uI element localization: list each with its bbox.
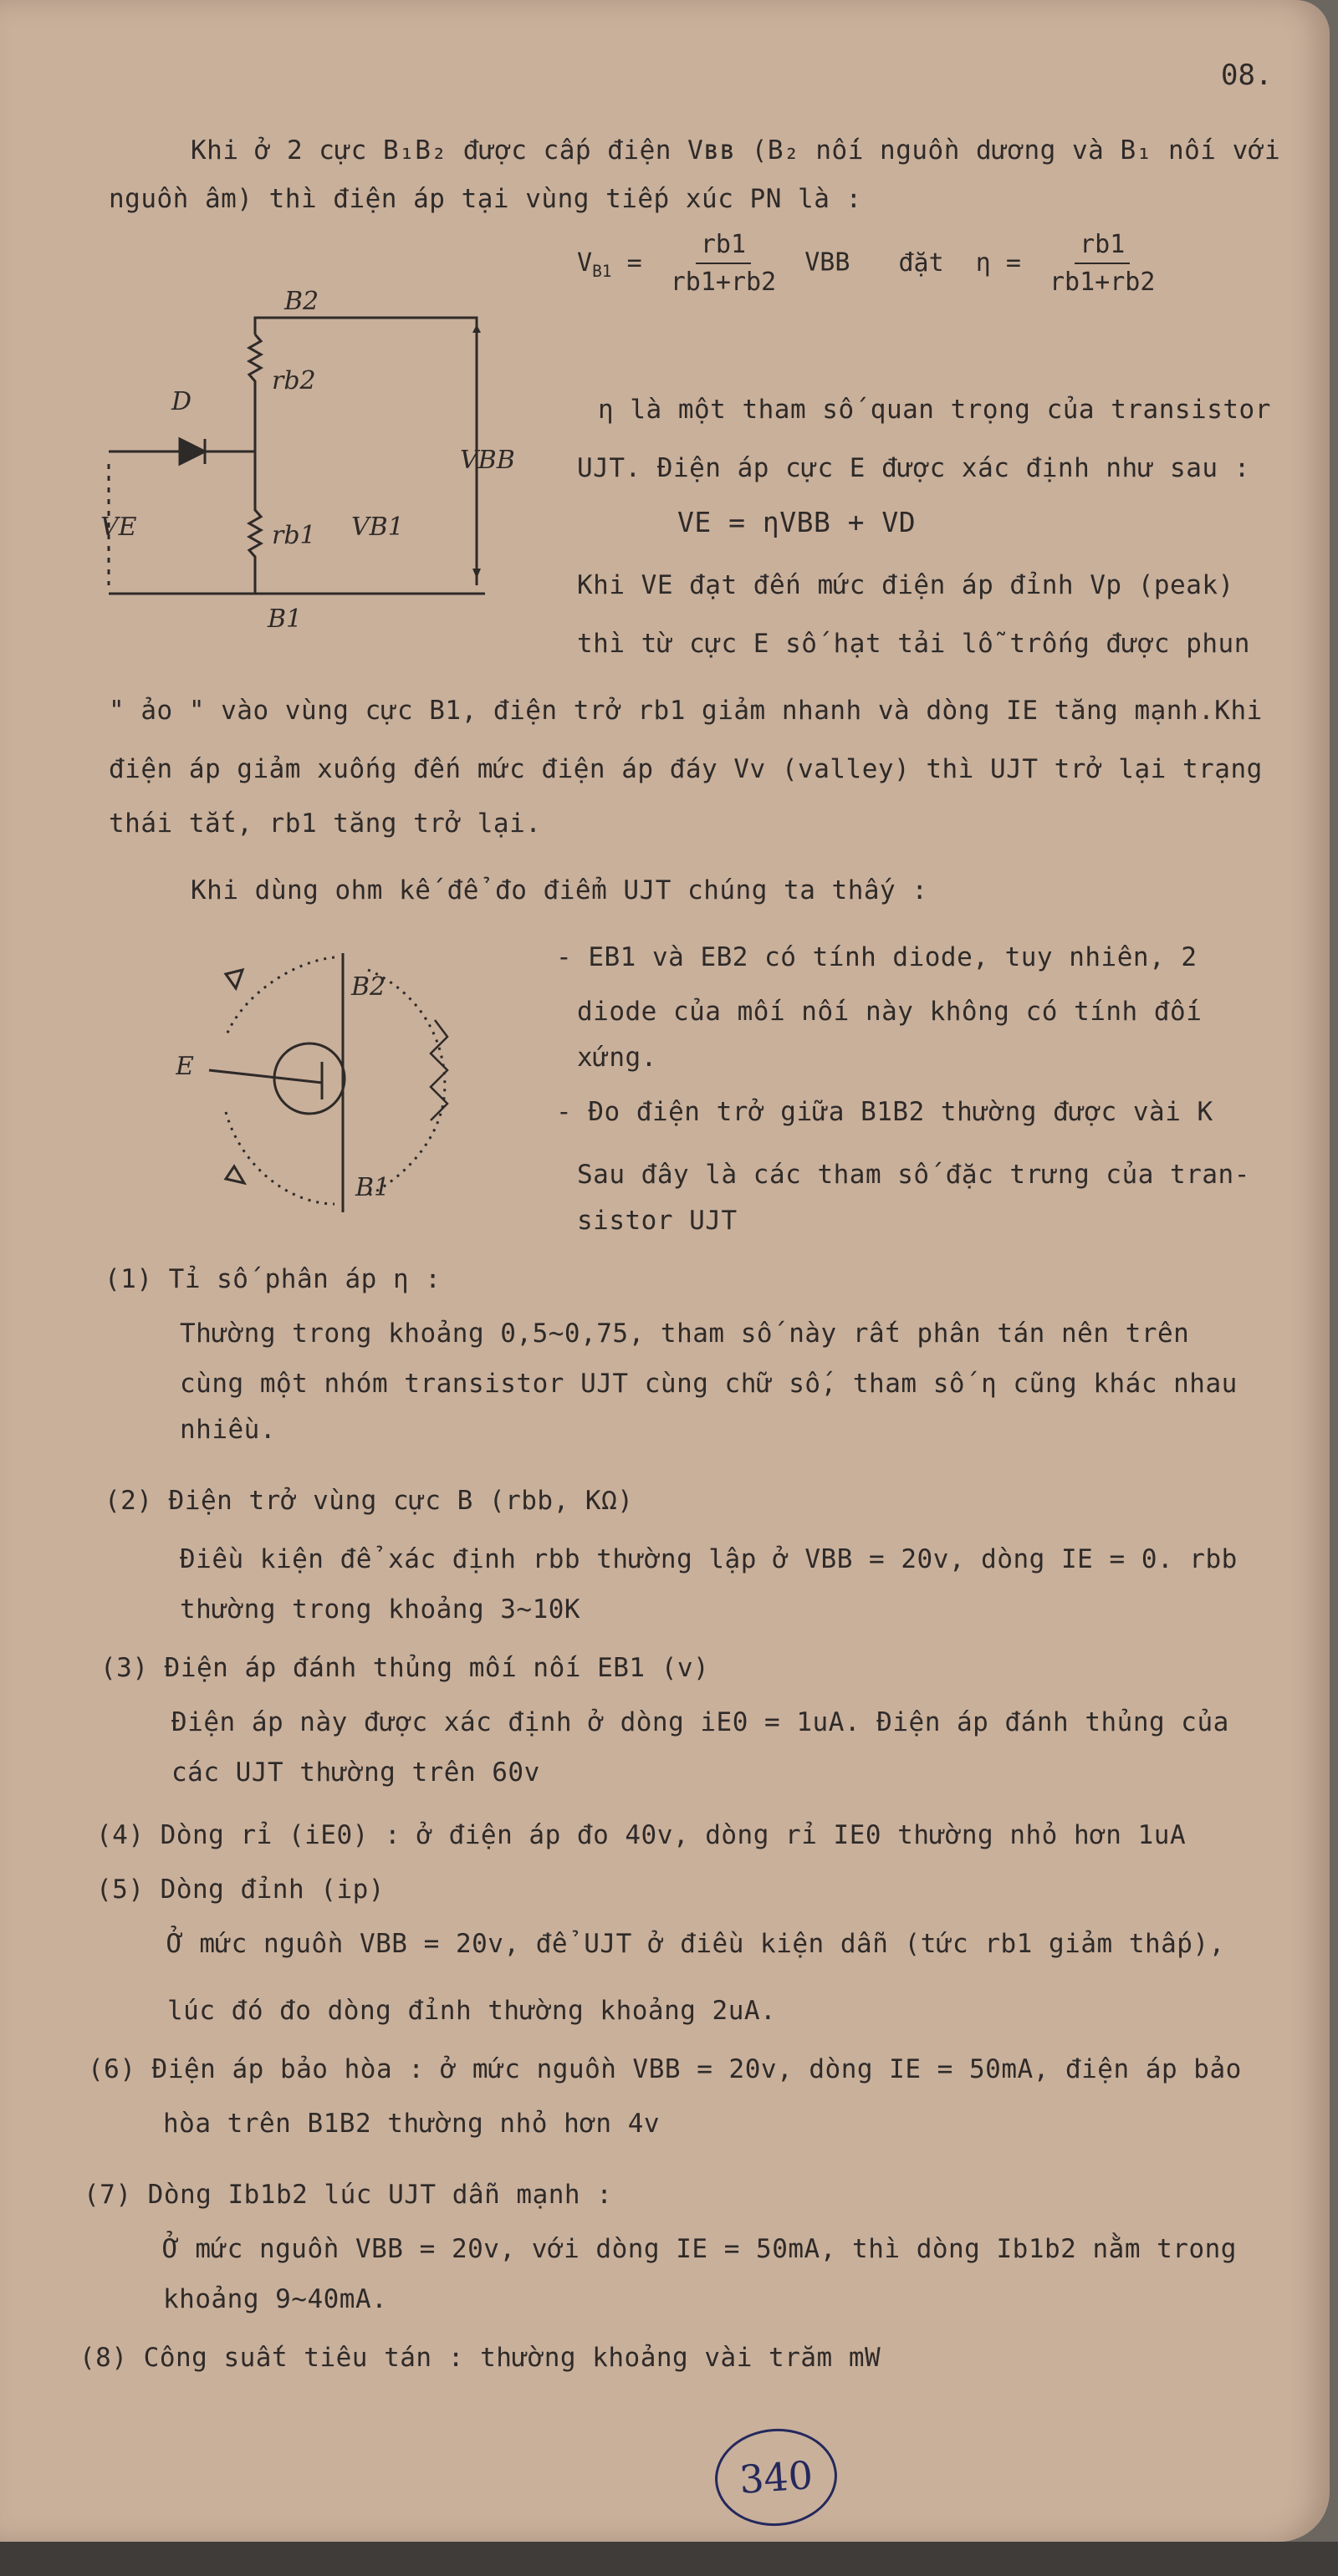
eta-line-1: η là một tham số quan trọng của transistor [598, 395, 1271, 425]
param-2-head: (2) Điện trở vùng cực B (rbb, KΩ) [105, 1486, 634, 1516]
background-surface [0, 2542, 1338, 2576]
param-2-line-1: Điều kiện để xác định rbb thường lập ở VBB = 20v, dòng IE = 0. rbb [180, 1544, 1238, 1574]
label-ujt-b1: B1 [355, 1173, 391, 1202]
label-vb1: VB1 [351, 513, 404, 542]
paragraph2-line-3: thái tắt, rb1 tăng trở lại. [109, 809, 542, 839]
vp-line-1: Khi VE đạt đến mức điện áp đỉnh Vp (peak) [577, 570, 1234, 600]
fraction-1: $\frac{rb1}{rb1+rb2}$ [670, 230, 777, 297]
paragraph2-line-2: điện áp giảm xuống đến mức điện áp đáy Vv (valley) thì UJT trở lại trạng [109, 754, 1263, 784]
eta-line-2: UJT. Điện áp cực E được xác định như sau : [577, 453, 1250, 483]
param-2-line-2: thường trong khoảng 3~10K [180, 1594, 581, 1625]
page-stamp: 340 [712, 2425, 840, 2530]
param-4-head: (4) Dòng rỉ (iE0) : ở điện áp đo 40v, dòng rỉ IE0 thường nhỏ hơn 1uA [96, 1820, 1187, 1850]
param-7-line-2: khoảng 9~40mA. [163, 2284, 388, 2314]
fraction-2: $\frac{rb1}{rb1+rb2}$ [1049, 230, 1156, 297]
param-7-head: (7) Dòng Ib1b2 lúc UJT dẫn mạnh : [84, 2180, 613, 2210]
param-8-head: (8) Công suất tiêu tán : thường khoảng vài trăm mW [79, 2343, 881, 2373]
formula-lhs: $V_{B1}$ = [577, 247, 642, 281]
formula-vb1: $V_{B1}$ = $\frac{rb1}{rb1+rb2}$ VBB đặt η = $\frac{rb1}{rb1+rb2}$ [577, 230, 1168, 297]
param-7-line-1: Ở mức nguồn VBB = 20v, với dòng IE = 50mA, thì dòng Ib1b2 nằm trong [163, 2234, 1237, 2264]
label-rb2: rb2 [272, 366, 316, 395]
paragraph2-line-1: " ảo " vào vùng cực B1, điện trở rb1 giảm nhanh và dòng IE tăng mạnh.Khi [109, 696, 1263, 726]
param-6-line-1: hòa trên B1B2 thường nhỏ hơn 4v [163, 2109, 661, 2139]
label-ve: VE [100, 513, 137, 542]
label-e: E [176, 1052, 194, 1081]
param-6-head: (6) Điện áp bảo hòa : ở mức nguồn VBB = 20v, dòng IE = 50mA, điện áp bảo [88, 2054, 1242, 2084]
ujt-symbol-sketch [176, 936, 510, 1221]
param-1-line-1: Thường trong khoảng 0,5~0,75, tham số này rất phân tán nên trên [180, 1319, 1190, 1349]
param-3-line-1: Điện áp này được xác định ở dòng iE0 = 1uA. Điện áp đánh thủng của [171, 1707, 1229, 1737]
param-3-line-2: các UJT thường trên 60v [171, 1757, 540, 1788]
param-3-head: (3) Điện áp đánh thủng mối nối EB1 (v) [100, 1653, 710, 1683]
label-b2: B2 [284, 287, 319, 316]
ujt-equivalent-circuit [100, 284, 594, 635]
ohm-point-1-line-3: xứng. [577, 1043, 657, 1073]
param-5-line-2: lúc đó đo dòng đỉnh thường khoảng 2uA. [167, 1996, 777, 2026]
label-d: D [171, 387, 192, 416]
ohm-point-3-line-1: Sau đây là các tham số đặc trưng của tran- [577, 1160, 1250, 1190]
ohm-intro: Khi dùng ohm kế để đo điểm UJT chúng ta thấy : [191, 875, 928, 905]
ohm-point-3-line-2: sistor UJT [577, 1206, 738, 1236]
param-1-line-3: nhiều. [180, 1415, 276, 1445]
vp-line-2: thì từ cực E số hạt tải lỗ trống được phun [577, 629, 1250, 659]
label-ujt-b2: B2 [351, 972, 386, 1002]
label-b1: B1 [268, 604, 303, 634]
ohm-point-1-line-2: diode của mối nối này không có tính đối [577, 997, 1203, 1027]
intro-line-2: nguồn âm) thì điện áp tại vùng tiếp xúc PN là : [109, 184, 862, 214]
param-1-line-2: cùng một nhóm transistor UJT cùng chữ số, tham số η cũng khác nhau [180, 1369, 1238, 1399]
label-rb1: rb1 [272, 521, 316, 550]
ohm-point-2: - Đo điện trở giữa B1B2 thường được vài K [556, 1097, 1213, 1127]
page-number: 08. [1221, 59, 1273, 92]
formula-ve: VE = ηVBB + VD [677, 506, 917, 538]
param-1-head: (1) Tỉ số phân áp η : [105, 1264, 442, 1294]
ohm-point-1-line-1: - EB1 và EB2 có tính diode, tuy nhiên, 2 [556, 942, 1198, 972]
param-5-head: (5) Dòng đỉnh (ip) [96, 1875, 385, 1905]
intro-line-1: Khi ở 2 cực B₁B₂ được cấp điện Vʙʙ (B₂ nối nguồn dương và B₁ nối với [191, 135, 1281, 166]
param-5-line-1: Ở mức nguồn VBB = 20v, để UJT ở điều kiện dẫn (tức rb1 giảm thấp), [167, 1929, 1225, 1959]
label-vbb: VBB [460, 446, 515, 475]
